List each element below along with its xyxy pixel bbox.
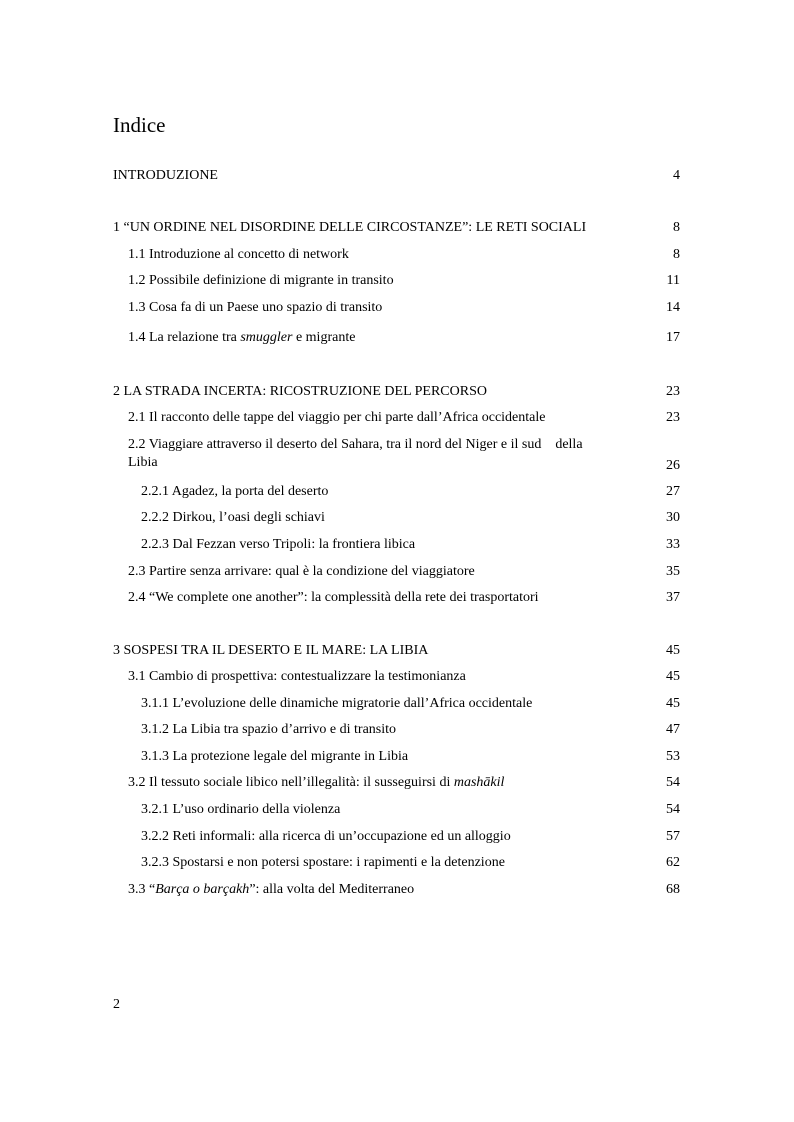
- toc-page-number: 23: [666, 384, 680, 399]
- toc-page-number: 8: [673, 220, 680, 235]
- toc-page-number: 45: [666, 696, 680, 711]
- toc-entry-text-italic: smuggler: [240, 330, 293, 345]
- toc-entry[interactable]: [128, 246, 680, 264]
- toc-entry[interactable]: [141, 748, 680, 766]
- toc-entry[interactable]: [128, 299, 680, 317]
- toc-entry[interactable]: [141, 828, 680, 846]
- toc-entry-text: 3.2.3 Spostarsi e non potersi spostare: i rapimenti e la detenzione: [141, 855, 505, 870]
- toc-page-number: 68: [666, 882, 680, 897]
- toc-entry[interactable]: [141, 801, 680, 819]
- toc-entry-chapter-2[interactable]: [113, 383, 680, 401]
- toc-entry[interactable]: [141, 483, 680, 501]
- toc-entry[interactable]: [128, 329, 680, 347]
- page-number: 2: [113, 997, 120, 1012]
- toc-entry-text: 1.2 Possibile definizione di migrante in transito: [128, 273, 394, 288]
- toc-page-number: 23: [666, 410, 680, 425]
- toc-entry-text-italic: Barça o barçakh: [155, 882, 250, 897]
- toc-entry-text: 2.1 Il racconto delle tappe del viaggio per chi parte dall’Africa occidentale: [128, 410, 546, 425]
- toc-entry[interactable]: [141, 695, 680, 713]
- toc-page-number: 53: [666, 749, 680, 764]
- toc-entry[interactable]: [128, 589, 680, 607]
- toc-entry[interactable]: [128, 409, 680, 427]
- toc-page-number: 45: [666, 643, 680, 658]
- toc-entry-text-line-1: 2.2 Viaggiare attraverso il deserto del Sahara, tra il nord del Niger e il sud della: [128, 437, 583, 452]
- toc-page-number: 54: [666, 802, 680, 817]
- toc-entry-text-post: ”: alla volta del Mediterraneo: [249, 882, 415, 897]
- toc-entry-text-line-2: Libia: [128, 455, 158, 470]
- toc-entry-chapter-3[interactable]: [113, 642, 680, 660]
- toc-entry-text: 2.2.3 Dal Fezzan verso Tripoli: la frontiera libica: [141, 537, 416, 552]
- toc-entry[interactable]: [128, 881, 680, 899]
- toc-entry-text: 2.4 “We complete one another”: la complessità della rete dei trasportatori: [128, 590, 539, 605]
- toc-page-number: 37: [666, 590, 680, 605]
- toc-entry-text: 2.3 Partire senza arrivare: qual è la condizione del viaggiatore: [128, 564, 475, 579]
- toc-entry-text: 3.1.3 La protezione legale del migrante in Libia: [141, 749, 409, 764]
- toc-entry-text: 2 LA STRADA INCERTA: RICOSTRUZIONE DEL PERCORSO: [113, 384, 487, 399]
- toc-page-number: 57: [666, 829, 680, 844]
- toc-page-number: 26: [666, 458, 680, 473]
- toc-entry-text: INTRODUZIONE: [113, 168, 218, 183]
- toc-page-number: 4: [673, 168, 680, 183]
- toc-entry-text-pre: 3.2 Il tessuto sociale libico nell’illegalità: il susseguirsi di: [128, 775, 454, 790]
- toc-entry-text: 2.2.2 Dirkou, l’oasi degli schiavi: [141, 510, 325, 525]
- toc-entry-text-pre: 3.3 “: [128, 882, 156, 897]
- toc-page-number: 62: [666, 855, 680, 870]
- toc-entry[interactable]: [128, 272, 680, 290]
- toc-entry[interactable]: [141, 721, 680, 739]
- toc-entry-introduzione[interactable]: [113, 167, 680, 185]
- toc-entry-text: 3.1 Cambio di prospettiva: contestualizzare la testimonianza: [128, 669, 466, 684]
- toc-page-number: 14: [666, 300, 680, 315]
- toc-entry[interactable]: [141, 854, 680, 872]
- toc-entry-text-pre: 1.4 La relazione tra: [128, 330, 241, 345]
- toc-entry[interactable]: [128, 774, 680, 792]
- toc-entry-text: 3 SOSPESI TRA IL DESERTO E IL MARE: LA LIBIA: [113, 643, 429, 658]
- toc-entry[interactable]: [128, 436, 680, 476]
- toc-page-number: 54: [666, 775, 680, 790]
- toc-page-number: 30: [666, 510, 680, 525]
- toc-entry-text-italic: mashākil: [453, 775, 505, 790]
- toc-entry[interactable]: [128, 563, 680, 581]
- toc-entry-text: 3.1.1 L’evoluzione delle dinamiche migratorie dall’Africa occidentale: [141, 696, 533, 711]
- toc-page-number: 45: [666, 669, 680, 684]
- toc-page-number: 27: [666, 484, 680, 499]
- toc-entry[interactable]: [141, 536, 680, 554]
- toc-page-number: 17: [666, 330, 680, 345]
- toc-page-number: 33: [666, 537, 680, 552]
- toc-entry[interactable]: [141, 509, 680, 527]
- toc-page-number: 8: [673, 247, 680, 262]
- toc-entry-text: 1.1 Introduzione al concetto di network: [128, 247, 349, 262]
- toc-page-number: 47: [666, 722, 680, 737]
- toc-entry-chapter-1[interactable]: [113, 219, 680, 237]
- toc-entry-text: 2.2.1 Agadez, la porta del deserto: [141, 484, 329, 499]
- toc-entry[interactable]: [128, 668, 680, 686]
- toc-page-number: 35: [666, 564, 680, 579]
- toc-entry-text: 1 “UN ORDINE NEL DISORDINE DELLE CIRCOSTANZE”: LE RETI SOCIALI: [113, 220, 587, 235]
- toc-entry-text: 3.2.2 Reti informali: alla ricerca di un’occupazione ed un alloggio: [141, 829, 511, 844]
- toc-page-number: 11: [666, 273, 680, 288]
- toc-entry-text: 3.2.1 L’uso ordinario della violenza: [141, 802, 341, 817]
- toc-entry-text: 1.3 Cosa fa di un Paese uno spazio di transito: [128, 300, 383, 315]
- toc-entry-text: 3.1.2 La Libia tra spazio d’arrivo e di transito: [141, 722, 397, 737]
- page-title: Indice: [113, 113, 166, 137]
- toc-entry-text-post: e migrante: [292, 330, 356, 345]
